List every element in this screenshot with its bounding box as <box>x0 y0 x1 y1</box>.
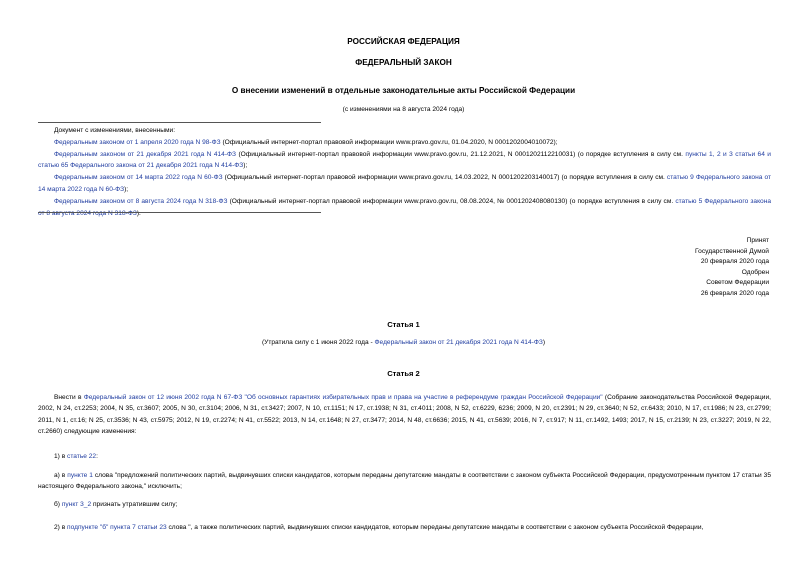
adoption-line: Одобрен <box>741 268 769 276</box>
change-item: Федеральным законом от 1 апреля 2020 года N 98-ФЗ (Официальный интернет-портал правовой информации www.pravo.gov.ru, 01.04.2020, N 0001202004010072); <box>54 138 558 146</box>
article-1-title: Статья 1 <box>387 320 420 329</box>
change-link[interactable]: Федеральным законом от 8 августа 2024 года N 318-ФЗ <box>54 197 228 205</box>
divider-top <box>38 122 321 123</box>
law-type-heading: ФЕДЕРАЛЬНЫЙ ЗАКОН <box>355 58 452 67</box>
adoption-line: 20 февраля 2020 года <box>700 258 769 266</box>
adoption-line: 26 февраля 2020 года <box>700 289 769 297</box>
country-heading: РОССИЙСКАЯ ФЕДЕРАЦИЯ <box>347 37 460 46</box>
changes-intro: Документ с изменениями, внесенными: <box>54 127 176 134</box>
article-2-paragraph: Внести в Федеральный закон от 12 июня 2002 года N 67-ФЗ "Об основных гарантиях избирательных прав и права на участие в референдуме граждан Российской Федерации" (Собрание законодательства Российской Федерации, 2002, N 24, ст.2253; 2004, N 35, ст.3607; 2005, N 30, ст.3104; 2006, N 31, ст.3427; 2007, N 10, ст.1151; N 17, ст.1938; N 31, ст.4011; 2008, N 52, ст.6229, 6236; 2009, N 20, ст.2391; N 29, ст.3640; N 52, ст.6433; 2010, N 17, ст.1986; N 23, ст.2799; 2011, N 1, ст.16; N 25, ст.3536; N 43, ст.5975; 2012, N 19, ст.2274; N 41, ст.5522; 2013, N 14, ст.1648; N 27, ст.3477; 2014, N 48, ст.6636; 2015, N 41, ст.5639; 2016, N 7, ст.917; N 11, ст.1492, 1493; 2017, N 15, ст.2139; N 23, ст.3227; 2019, N 22, ст.2660) следующие изменения: <box>38 394 771 435</box>
changes-block <box>38 125 771 219</box>
divider-bottom <box>38 212 321 213</box>
adoption-line: Советом Федерации <box>706 279 769 287</box>
adoption-line: Государственной Думой <box>695 247 769 255</box>
effective-date-link[interactable]: статью 5 Федерального закона от 8 августа 2024 года N 318-ФЗ <box>38 197 772 217</box>
article-1-repeal-note: (Утратила силу с 1 июня 2022 года - Федеральный закон от 21 декабря 2021 года N 414-ФЗ) <box>261 339 546 346</box>
amended-law-link[interactable]: Федеральный закон от 12 июня 2002 года N 67-ФЗ "Об основных гарантиях избирательных прав и права на участие в референдуме граждан Российской Федерации" <box>83 394 603 401</box>
article-22-link[interactable]: статье 22 <box>67 453 97 460</box>
article-2-paragraph: а) в пункте 1 слова "предложений политических партий, выдвинувших списки кандидатов, которым переданы депутатские мандаты в соответствии с законом субъекта Российской Федерации, предусмотренным пунктом 17 статьи 35 настоящего Федерального закона," исключить; <box>38 472 771 491</box>
adoption-block <box>569 236 769 300</box>
law-title: О внесении изменений в отдельные законодательные акты Российской Федерации <box>231 86 576 95</box>
subclause-link[interactable]: подпункте "б" пункта 7 статьи 23 <box>67 524 167 531</box>
change-item: Федеральным законом от 8 августа 2024 года N 318-ФЗ (Официальный интернет-портал правовой информации www.pravo.gov.ru, 08.08.2024, № 0001202408080130) (о порядке вступления в силу см. статью 5 Федерального закона от 8 августа 2024 года N 318-ФЗ). <box>38 197 772 217</box>
clause-3-2-link[interactable]: пункт 3_2 <box>61 501 92 508</box>
change-item: Федеральным законом от 14 марта 2022 года N 60-ФЗ (Официальный интернет-портал правовой информации www.pravo.gov.ru, 14.03.2022, N 0001202203140017) (о порядке вступления в силу см. статью 9 Федерального закона от 14 марта 2022 года N 60-ФЗ); <box>38 174 772 193</box>
repeal-law-link[interactable]: Федеральный закон от 21 декабря 2021 года N 414-ФЗ <box>374 339 543 346</box>
article-2-title: Статья 2 <box>387 369 420 378</box>
change-link[interactable]: Федеральным законом от 21 декабря 2021 года N 414-ФЗ <box>54 150 237 158</box>
change-link[interactable]: Федеральным законом от 14 марта 2022 года N 60-ФЗ <box>54 174 223 182</box>
change-item: Федеральным законом от 21 декабря 2021 года N 414-ФЗ (Официальный интернет-портал правовой информации www.pravo.gov.ru, 21.12.2021, N 0001202112210031) (о порядке вступления в силу см. пункты 1, 2 и 3 статьи 64 и статью 65 Федерального закона от 21 декабря 2021 года N 414-ФЗ); <box>38 150 771 170</box>
effective-date-link[interactable]: пункты 1, 2 и 3 статьи 64 и статью 65 Федерального закона от 21 декабря 2021 года N 414-ФЗ <box>38 150 771 170</box>
revision-note: (с изменениями на 8 августа 2024 года) <box>342 106 465 113</box>
change-link[interactable]: Федеральным законом от 1 апреля 2020 года N 98-ФЗ <box>54 138 221 146</box>
article-2-paragraph: 1) в статье 22: <box>54 453 98 460</box>
effective-date-link[interactable]: статью 9 Федерального закона от 14 марта 2022 года N 60-ФЗ <box>38 174 772 193</box>
article-2-paragraph: б) пункт 3_2 признать утратившим силу; <box>54 501 178 508</box>
adoption-line: Принят <box>746 237 769 244</box>
article-2-paragraph: 2) в подпункте "б" пункта 7 статьи 23 слова ", а также политических партий, выдвинувших списки кандидатов, которым переданы депутатские мандаты в соответствии с законом субъекта Российской Федерации, <box>54 524 704 531</box>
clause-1-link[interactable]: пункте 1 <box>67 472 93 479</box>
